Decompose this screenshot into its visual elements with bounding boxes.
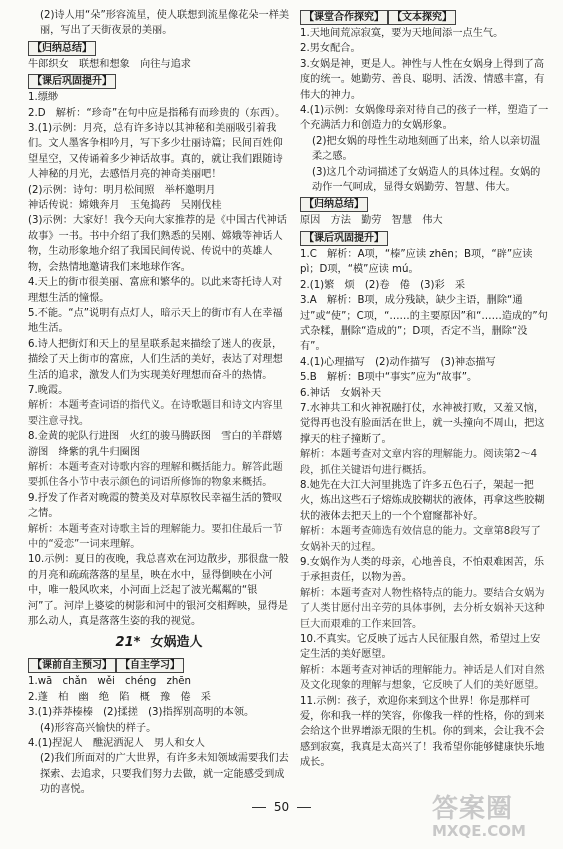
answer-line: 9.女娲作为人类的母亲，心地善良，不怕艰难困苦，乐于承担责任，以物为善。 bbox=[300, 557, 545, 584]
answer-line: 6.神话 女娲补天 bbox=[300, 387, 382, 399]
answer-line: (4)形容高兴愉快的样子。 bbox=[40, 722, 157, 734]
answer-line: 3.(1)示例：月亮，总有许多诗以其神秘和美丽吸引着我们。文人墨客争相吟月，写下多少壮丽诗篇；民间百姓仰望星空，又传诵着多少神话故事。真的，就让我们跟随诗人神秘的月光，去感悟月亮的神奇美丽吧！ bbox=[28, 123, 283, 181]
watermark-text: 答案圈 bbox=[432, 794, 514, 824]
section-header: 【课后巩固提升】 bbox=[28, 74, 116, 89]
section-header: 【课前自主预习】 bbox=[28, 658, 116, 673]
section-header: 【自主学习】 bbox=[116, 658, 184, 673]
section-header: 【文本探究】 bbox=[388, 10, 456, 25]
answer-line: 9.抒发了作者对晚霞的赞美及对草原牧民幸福生活的赞叹之情。 bbox=[28, 492, 283, 520]
answer-line: 7.晚霞。 bbox=[28, 384, 69, 396]
explanation-line: 解析：本题考查对文章内容的理解能力。阅读第2～4段，抓住关键语句进行概括。 bbox=[300, 449, 538, 476]
answer-line: 2.男女配合。 bbox=[300, 43, 361, 55]
answer-line: 3.女娲是神，更是人。神性与人性在女娲身上得到了高度的统一。她勤劳、善良、聪明、活泼、情感丰富，有伟大的神力。 bbox=[300, 58, 545, 101]
preview-answer-list bbox=[28, 656, 290, 797]
answer-line: 1.天地间荒凉寂寞，要为天地间添一点生气。 bbox=[300, 28, 504, 39]
left-column bbox=[28, 8, 290, 798]
explanation-line: 解析：本题考查词语的指代义。在诗歌题目和诗文内容里要注意寻找。 bbox=[28, 400, 283, 427]
section-header: 【归纳总结】 bbox=[28, 41, 96, 56]
answer-line: 4.(1)捏泥人 醮泥洒泥人 男人和女人 bbox=[28, 738, 205, 750]
answer-line: 4.(1)示例：女娲像母亲对待自己的孩子一样，塑造了一个充满活力和创造力的女娲形象。 bbox=[300, 105, 549, 132]
answer-line: (3)示例：大家好！我今天向大家推荐的是《中国古代神话故事》一书。书中介绍了我们熟悉的吴刚、嫦娥等神话人物，生动形象地介绍了我国民间传说、传说中的英雄人物，会热情地邀请我们来地球作客。 bbox=[28, 215, 287, 273]
lesson-title: 女娲造人 bbox=[150, 635, 203, 651]
lesson-number: 21* bbox=[115, 635, 141, 651]
explanation-line: 解析：本题考查对诗歌主旨的理解能力。要扣住最后一节中的“爱恋”一词来理解。 bbox=[28, 523, 283, 550]
answer-line: 3.A 解析：B项，成分残缺，缺少主语，删除“通过”或“使”；C项，“……的主要原因”和“……造成的”句式杂糅，删除“造成的”；D项，否定不当，删除“没有”。 bbox=[300, 295, 548, 353]
answer-line: (2)示例：诗句：明月松间照 举杯邀明月 bbox=[28, 184, 216, 196]
answer-line: 牛郎织女 联想和想象 向往与追求 bbox=[28, 58, 191, 70]
answer-line: 原因 方法 勤劳 智慧 伟大 bbox=[300, 215, 443, 227]
answer-line: 7.水神共工和火神祝融打仗，水神被打败，又羞又恼，觉得再也没有脸面活在世上，就一头撞向不周山，把这撑天的柱子撞断了。 bbox=[300, 402, 545, 445]
answer-line: 5.B 解析：B项中“事实”应为“故事”。 bbox=[300, 372, 478, 384]
right-answer-list bbox=[300, 8, 550, 771]
answer-line: 1.C 解析：A项，“榛”应读 zhēn；B项，“辟”应读 pì；D项，“模”应读 mú。 bbox=[300, 248, 533, 276]
answer-line: 2.蓬 柏 幽 绝 陷 概 豫 倦 采 bbox=[28, 691, 211, 703]
lesson-heading bbox=[28, 633, 290, 653]
answer-line: 10.示例：夏日的夜晚，我总喜欢在河边散步，那很盘一般的月亮和疏疏落落的星星，映在水中，显得倒映在小河中，唯一般风吹来，小河面上泛起了波光粼粼的“银河”了。河岸上婆娑的树影和河中的银河交相辉映，显得是那么动人，真是落落生姿的我的视觉。 bbox=[28, 554, 289, 628]
answer-line: 3.(1)莽莽榛榛 (2)揉搓 (3)指挥别高明的本领。 bbox=[28, 707, 255, 719]
answer-line: 2.(1)繁 烦 (2)卷 倦 (3)彩 采 bbox=[300, 279, 466, 291]
section-header: 【课后巩固提升】 bbox=[300, 231, 388, 246]
answer-line: 2.D 解析：“珍奇”在句中应是指稀有而珍贵的（东西）。 bbox=[28, 107, 286, 119]
answer-line: (2)诗人用“朵”形容流星，使人联想到流星像花朵一样美丽，写出了天街夜景的美丽。 bbox=[40, 10, 290, 37]
explanation-line: 解析：本题考查对人物性格特点的能力。要结合女娲为了人类甘愿付出辛劳的具体事例，去分析女娲补天这种巨大而艰难的工作来回答。 bbox=[300, 587, 545, 630]
page-number: 50 bbox=[0, 800, 563, 815]
answer-line: (2)把女娲的母性生动地刻画了出来，给人以亲切温柔之感。 bbox=[312, 135, 541, 163]
answer-line: 1.wā chǎn wěi chéng zhēn bbox=[28, 676, 192, 688]
right-column bbox=[300, 8, 550, 771]
section-header: 【课堂合作探究】 bbox=[300, 10, 388, 25]
explanation-line: 解析：本题考查筛选有效信息的能力。文章第8段写了女娲补天的过程。 bbox=[300, 526, 541, 553]
watermark-logo bbox=[432, 796, 556, 844]
explanation-line: 解析：本题考查对神话的理解能力。神话是人们对自然及文化现象的理解与想象，它反映了人们的美好愿望。 bbox=[300, 664, 545, 692]
answer-line: 6.诗人把街灯和天上的星星联系起来描绘了迷人的夜景，描绘了天上街市的富庶，人们生活的美好，表达了对理想生活的追求，激发人们为实现美好理想而奋斗的热情。 bbox=[28, 338, 283, 381]
explanation-line: 解析：本题考查对诗歌内容的理解和概括能力。解答此题要抓住各小节中表示颜色的词语所修饰的物象来概括。 bbox=[28, 461, 283, 489]
watermark-url: MXQE.COM bbox=[432, 822, 526, 840]
answer-line: 神话传说：嫦娥奔月 玉兔捣药 吴刚伐桂 bbox=[28, 200, 222, 212]
answer-line: (2)我们所面对的广大世界，有许多未知领域需要我们去探索、去追求，只要我们努力去做，就一定能感受到成功的喜悦。 bbox=[40, 753, 289, 796]
section-header: 【归纳总结】 bbox=[300, 197, 368, 212]
left-answer-list bbox=[28, 8, 290, 629]
answer-line: 4.天上的街市很美丽、富庶和繁华的。以此来寄托诗人对理想生活的憧憬。 bbox=[28, 277, 283, 304]
answer-line: 8.金黄的驼队行进图 火红的骏马腾跃图 雪白的羊群嬉游图 绛紫的乳牛归圈图 bbox=[28, 431, 283, 458]
answer-line: 4.(1)心理描写 (2)动作描写 (3)神态描写 bbox=[300, 356, 496, 368]
answer-line: 5.不能。“点”说明有点灯人，暗示天上的街市有人在幸福地生活。 bbox=[28, 307, 283, 335]
answer-line: 11.示例：孩子，欢迎你来到这个世界！你是那样可爱，你和我一样的笑容，你像我一样的性格，你的到来会给这个世界增添无限的生机。你的到来，会让我不会感到寂寞，我真是太高兴了！我希望你能够健康快乐地成长。 bbox=[300, 695, 545, 769]
answer-line: 8.她先在大江大河里挑选了许多五色石子，架起一把火，炼出这些石子熔炼成胶糊状的液体，再拿这些胶糊状的液体去把天上的一个个窟窿都补好。 bbox=[300, 479, 545, 522]
answer-line: (3)这几个动词描述了女娲造人的具体过程。女娲的动作一气呵成，显得女娲勤劳、智慧、伟大。 bbox=[312, 166, 541, 194]
answer-line: 1.缥缈 bbox=[28, 92, 59, 104]
answer-line: 10.不真实。它反映了远古人民征服自然，希望过上安定生活的美好愿望。 bbox=[300, 634, 541, 661]
